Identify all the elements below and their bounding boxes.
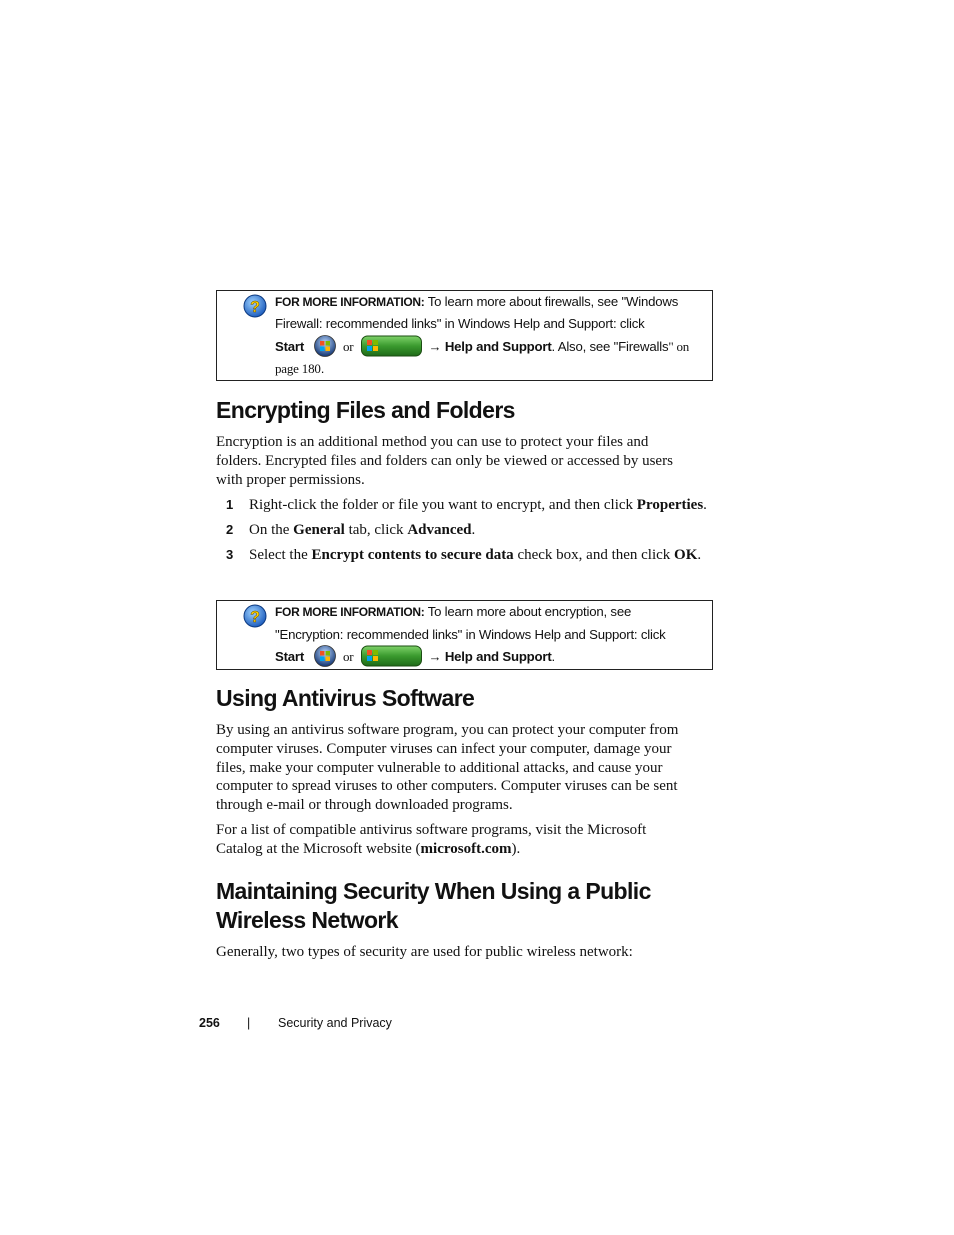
step-3: 3 Select the Encrypt contents to secure data check box, and then click OK. xyxy=(226,547,702,563)
footer-section-title: Security and Privacy xyxy=(278,1016,392,1030)
help-and-support-label: Help and Support xyxy=(444,339,552,354)
note-text: FOR MORE INFORMATION: To learn more about encryption, see "Encryption: recommended links" in Windows Help and Support: click Start or → Help and Support. xyxy=(275,601,706,668)
svg-text:?: ? xyxy=(250,299,260,316)
heading-antivirus: Using Antivirus Software xyxy=(216,685,475,711)
help-question-icon xyxy=(243,604,267,628)
footer-separator: | xyxy=(247,1016,251,1030)
windows-start-orb-icon xyxy=(314,645,336,667)
help-question-icon xyxy=(243,294,267,318)
note-text: FOR MORE INFORMATION: To learn more about firewalls, see "Windows Firewall: recommended links" in Windows Help and Support: click Start or → Help and Support. Also, see "Firewalls" on page 180. xyxy=(275,294,690,376)
step-1: 1 Right-click the folder or file you want to encrypt, and then click Properties. xyxy=(226,497,707,513)
windows-xp-start-button-icon xyxy=(361,335,423,357)
start-label: Start xyxy=(275,339,305,354)
step-2: 2 On the General tab, click Advanced. xyxy=(226,522,476,538)
info-note-firewalls xyxy=(216,290,713,381)
heading-encrypting-files: Encrypting Files and Folders xyxy=(216,397,515,423)
note-label: FOR MORE INFORMATION: xyxy=(275,605,425,619)
heading-public-wireless: Maintaining Security When Using a Public Wireless Network xyxy=(216,878,651,933)
windows-start-orb-icon xyxy=(314,335,336,357)
antivirus-paragraph-2: For a list of compatible antivirus software programs, visit the Microsoft Catalog at the Microsoft website (microsoft.com). xyxy=(216,822,647,857)
svg-text:?: ? xyxy=(250,609,260,626)
start-label: Start xyxy=(275,649,305,664)
encryption-intro: Encryption is an additional method you can use to protect your files and folders. Encrypted files and folders can only be viewed or accessed by users with proper permissions. xyxy=(216,434,673,488)
antivirus-paragraph-1: By using an antivirus software program, you can protect your computer from computer viruses. Computer viruses can infect your computer, damage your files, make your computer vulnerable to additional attacks, and cause your computer to spread viruses to other computers. Computer viruses can be sent through e-mail or through downloaded programs. xyxy=(216,722,679,814)
windows-xp-start-button-icon xyxy=(361,645,423,667)
microsoft-link[interactable]: microsoft.com xyxy=(420,840,512,857)
help-and-support-label: Help and Support xyxy=(444,649,552,664)
info-note-encryption xyxy=(216,600,713,670)
note-label: FOR MORE INFORMATION: xyxy=(275,295,425,309)
page-number: 256 xyxy=(199,1016,220,1030)
wireless-intro: Generally, two types of security are used for public wireless network: xyxy=(216,944,633,960)
